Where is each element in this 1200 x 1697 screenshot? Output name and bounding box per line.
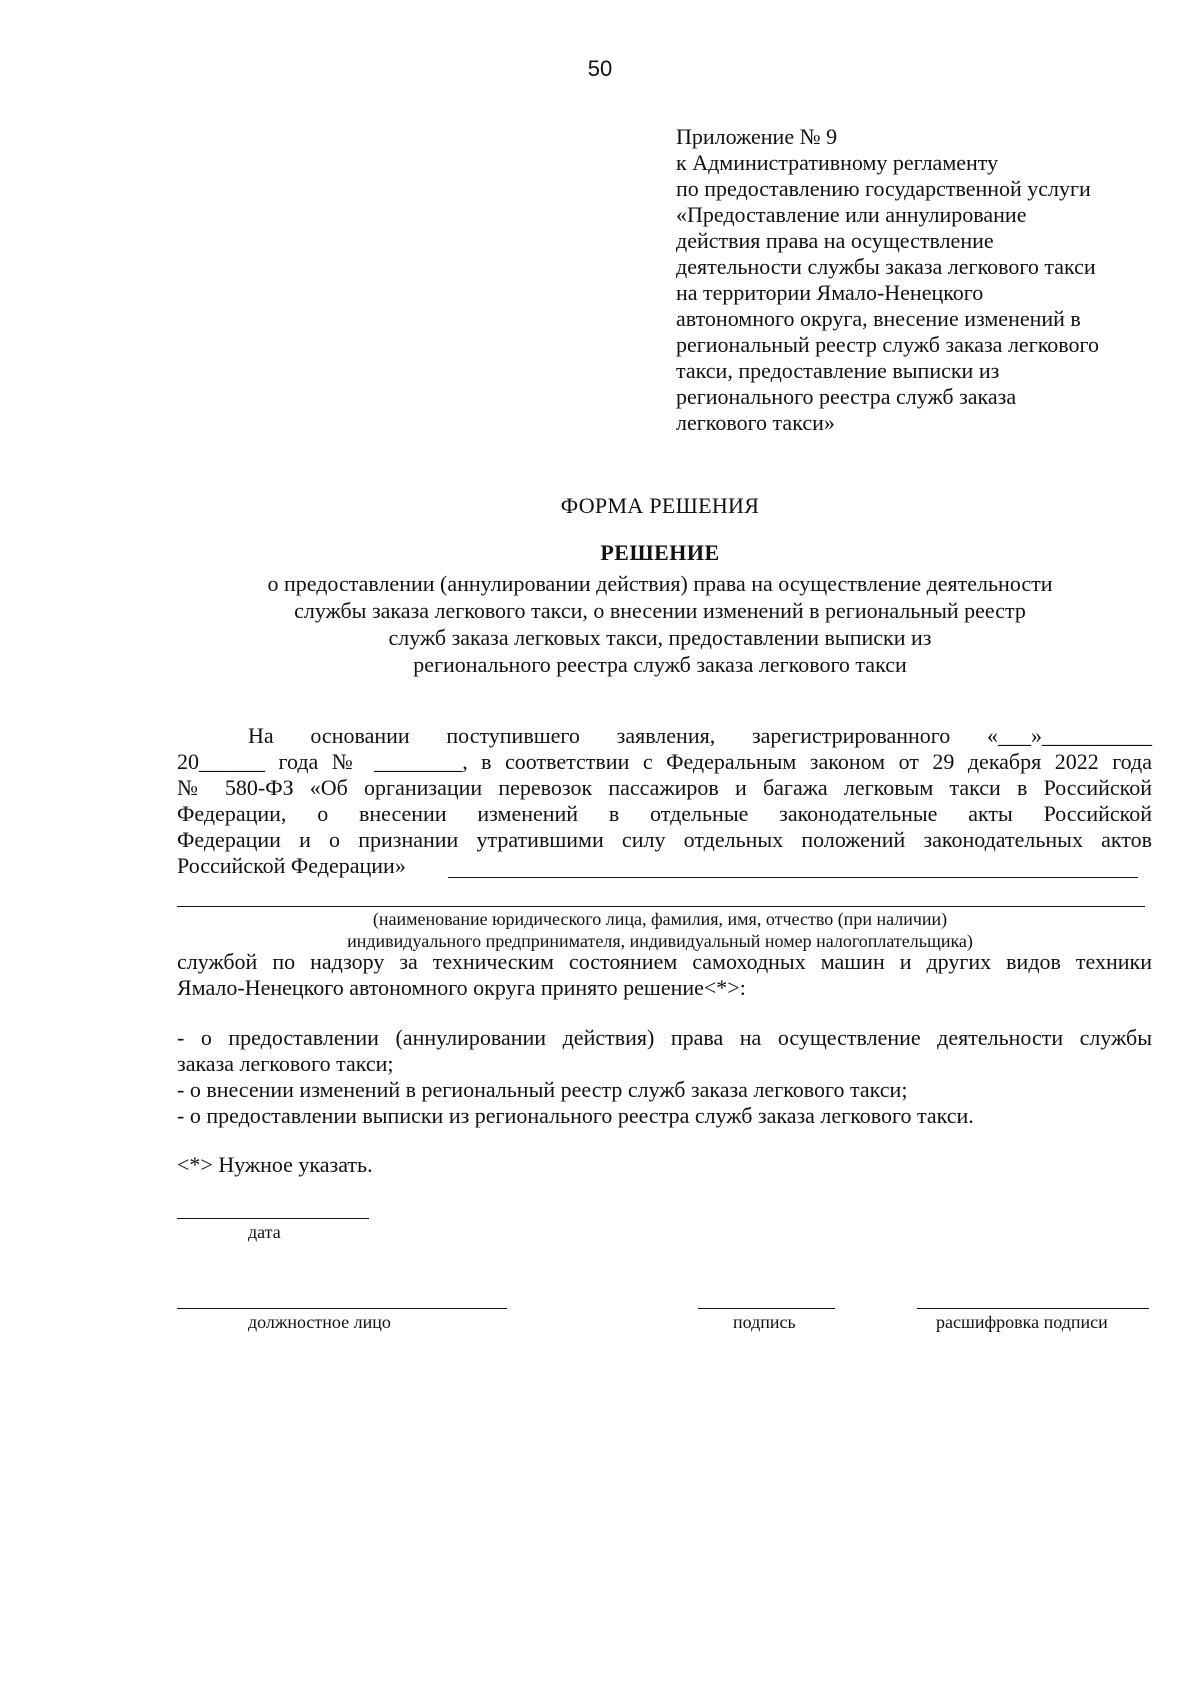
subtitle-line: регионального реестра служб заказа легкового такси: [413, 652, 907, 677]
appendix-line: к Административному регламенту: [676, 150, 999, 175]
body-line-5: [177, 827, 1152, 853]
decision-subtitle: [160, 570, 1160, 678]
appendix-reference: [676, 124, 1176, 436]
appendix-line: легкового такси»: [676, 410, 835, 435]
appendix-line: региональный реестр служб заказа легкового: [676, 332, 1099, 357]
decision-item-3: - о предоставлении выписки из регионального реестра служб заказа легкового такси.: [177, 1103, 974, 1128]
body-line-4: [177, 801, 1152, 827]
applicant-blank-line-2: [177, 906, 1145, 907]
decision-item-1: [177, 1025, 1152, 1051]
subtitle-line: службы заказа легкового такси, о внесении изменений в региональный реестр: [294, 598, 1026, 623]
signature-label: подпись: [733, 1312, 796, 1332]
appendix-line: автономного округа, внесение изменений в: [676, 306, 1081, 331]
appendix-line: такси, предоставление выписки из: [676, 358, 1000, 383]
date-label: дата: [248, 1222, 281, 1242]
applicant-blank-line: [448, 877, 1138, 878]
applicant-caption: [160, 908, 1160, 952]
body-text: 20______ года № ________, в соответствии с Федеральным законом от 29 декабря 2022 года: [177, 749, 1152, 774]
body-line-6: Российской Федерации»: [177, 853, 406, 878]
appendix-line: по предоставлению государственной услуги: [676, 176, 1091, 201]
service-line-1: [177, 949, 1152, 975]
appendix-line: действия права на осуществление: [676, 228, 994, 253]
service-line-2: Ямало-Ненецкого автономного округа принято решение<*>:: [177, 975, 746, 1000]
subtitle-line: служб заказа легковых такси, предоставлении выписки из: [388, 625, 932, 650]
body-text: Федерации и о признании утратившими силу отдельных положений законодательных актов: [177, 827, 1152, 852]
appendix-line: Приложение № 9: [676, 124, 838, 149]
caption-line: индивидуального предпринимателя, индивидуальный номер налогоплательщика): [347, 931, 973, 951]
body-text: № 580-ФЗ «Об организации перевозок пассажиров и багажа легковым такси в Российской: [177, 775, 1152, 800]
decision-title: РЕШЕНИЕ: [600, 540, 720, 565]
signature-blank-line: [698, 1308, 835, 1309]
body-line-2: [177, 749, 1152, 775]
page-number: 50: [587, 56, 613, 81]
decision-item-2: - о внесении изменений в региональный реестр служб заказа легкового такси;: [177, 1077, 908, 1102]
subtitle-line: о предоставлении (аннулировании действия) права на осуществление деятельности: [267, 571, 1053, 596]
body-text: Федерации, о внесении изменений в отдельные законодательные акты Российской: [177, 801, 1152, 826]
footnote: <*> Нужное указать.: [177, 1152, 373, 1177]
form-heading: ФОРМА РЕШЕНИЯ: [560, 493, 760, 518]
date-blank-line: [177, 1218, 369, 1219]
body-text: На основании поступившего заявления, зарегистрированного «___»__________: [248, 723, 1152, 748]
decoding-blank-line: [917, 1308, 1149, 1309]
body-text: службой по надзору за техническим состоянием самоходных машин и других видов техники: [177, 949, 1152, 974]
body-line-1: [248, 723, 1152, 749]
decoding-label: расшифровка подписи: [936, 1312, 1108, 1332]
official-label: должностное лицо: [248, 1312, 391, 1332]
appendix-line: регионального реестра служб заказа: [676, 384, 1017, 409]
body-line-3: [177, 775, 1152, 801]
appendix-line: деятельности службы заказа легкового такси: [676, 254, 1096, 279]
official-blank-line: [177, 1308, 507, 1309]
decision-item-1-cont: заказа легкового такси;: [177, 1051, 394, 1076]
item-text: - о предоставлении (аннулировании действия) права на осуществление деятельности службы: [177, 1025, 1152, 1050]
appendix-line: на территории Ямало-Ненецкого: [676, 280, 984, 305]
caption-line: (наименование юридического лица, фамилия, имя, отчество (при наличии): [372, 909, 948, 929]
appendix-line: «Предоставление или аннулирование: [676, 202, 1027, 227]
